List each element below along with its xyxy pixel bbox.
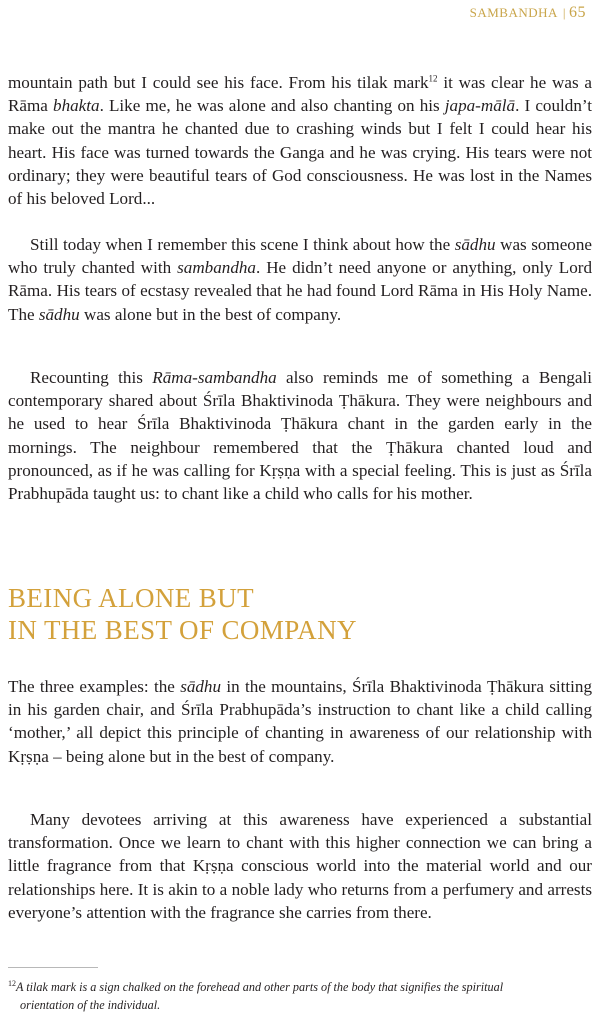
paragraph-2: Still today when I remember this scene I think about how the sādhu was someone who truly chanted with sambandha. He didn’t need anyone or anything, only Lord Rāma. His tears of ecstasy revealed that he had found Lord Rāma in His Holy Name. The sādhu was alone but in the best of company.	[8, 235, 593, 324]
paragraph-5: Many devotees arriving at this awareness have experienced a substantial transformation. Once we learn to chant with this higher connection we can bring a little fragrance from that Kṛṣṇa conscious world into the material world and our relationships here. It is akin to a noble lady who returns from a perfumery and arrests everyone’s attention with the fragrance she carries from there.	[8, 810, 592, 922]
page-number: 65	[569, 4, 586, 21]
footnote-number: 12	[8, 978, 16, 988]
footnote-ref[interactable]: 12	[428, 73, 438, 84]
section-heading: BEING ALONE BUT IN THE BEST OF COMPANY	[8, 583, 357, 645]
paragraph-1: mountain path but I could see his face. From his tilak mark$^{12}$ it was clear he was a Rāma bhakta. Like me, he was alone and also chanting on his japa-mālā. I couldn’t make out the mantra he chanted due to crashing winds but I felt I could hear his heart. His face was turned towards the Ganga and he was crying. His tears were not ordinary; they were beautiful tears of God consciousness. He was lost in the Names of his beloved Lord...	[8, 73, 592, 209]
footnote-divider	[8, 967, 98, 968]
footnote: $^{12}$A tilak mark is a sign chalked on the forehead and other parts of the body that signifies the spiritual orientation of the individual.	[8, 978, 504, 1012]
paragraph-4: The three examples: the sādhu in the mountains, Śrīla Bhaktivinoda Ṭhākura sitting in his garden chair, and Śrīla Prabhupāda’s instruction to chant like a child calling ‘mother,’ all depict this principle of chanting in awareness of our relationship with Kṛṣṇa – being alone but in the best of company.	[8, 677, 592, 766]
header-separator: |	[562, 5, 566, 20]
section-title: SAMBANDHA	[469, 5, 558, 20]
running-head	[470, 4, 586, 22]
paragraph-3: Recounting this Rāma-sambandha also reminds me of something a Bengali contemporary shared about Śrīla Bhaktivinoda Ṭhākura. They were neighbours and he used to hear Śrīla Bhaktivinoda Ṭhākura chant in the garden early in the mornings. The neighbour remembered that the Ṭhākura chanted loud and pronounced, as if he was calling for Kṛṣṇa with a special feeling. This is just as Śrīla Prabhupāda taught us: to chant like a child who calls for his mother.	[8, 368, 592, 504]
